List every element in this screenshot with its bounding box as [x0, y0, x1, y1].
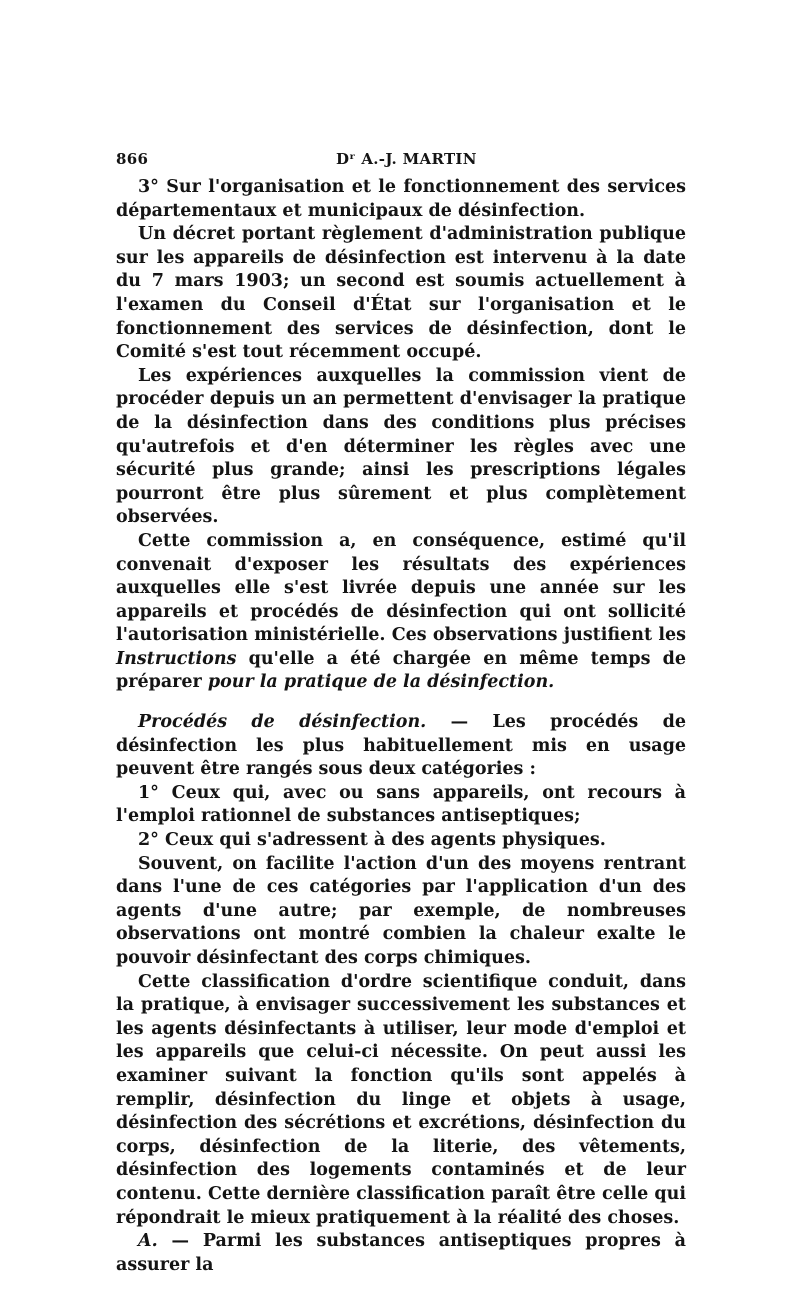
- paragraph-procedes: [116, 711, 686, 782]
- list-item-1: 1° Ceux qui, avec ou sans appareils, ont recours à l'emploi rationnel de substances antiseptiques;: [116, 782, 686, 827]
- instructions-italic: Instructions: [116, 648, 237, 669]
- section-heading-procedes: Procédés de désinfection.: [138, 712, 427, 733]
- paragraph-decree: Un décret portant règlement d'administration publique sur les appareils de désinfection est intervenu à la date du 7 mars 1903; un second est soumis actuellement à l'examen du Conseil d'État sur l'organisation et le fonctionnement des services de désinfection, dont le Comité s'est tout récemment occupé.: [116, 224, 686, 363]
- practice-italic: pour la pratique de la désinfection.: [207, 672, 555, 693]
- paragraph-commission-text: Cette commission a, en conséquence, estimé qu'il convenait d'exposer les résultats des expériences auxquelles elle s'est livrée depuis une année sur les appareils et procédés de désinfection qui ont sollicité l'autorisation ministérielle. Ces observations justifient les: [116, 530, 686, 646]
- page-number: 866: [116, 150, 149, 168]
- paragraph-procedes-text: — Les procédés de désinfection les plus habituellement mis en usage peuvent être rangés sous deux catégories :: [116, 712, 686, 780]
- paragraph-classification: Cette classification d'ordre scientifique conduit, dans la pratique, à envisager successivement les substances et les agents désinfectants à utiliser, leur mode d'emploi et les appareils que celui-ci nécessite. On peut aussi les examiner suivant la fonction qu'ils sont appelés à remplir, désinfection du linge et objets à usage, désinfection des sécrétions et excrétions, désinfection du corps, désinfection de la literie, des vêtements, désinfection des logements contaminés et de leur contenu. Cette dernière classification paraît être celle qui répondrait le mieux pratiquement à la réalité des choses.: [116, 971, 686, 1228]
- paragraph-section-a: [116, 1230, 686, 1277]
- paragraph-item-3: 3° Sur l'organisation et le fonctionnement des services départementaux et municipaux de désinfection.: [116, 177, 686, 221]
- paragraph-commission-mid: qu'elle a été chargée en même temps de préparer: [116, 648, 687, 693]
- paragraph-experiences: Les expériences auxquelles la commission vient de procéder depuis un an permettent d'envisager la pratique de la désinfection dans des conditions plus précises qu'autrefois et d'en déterminer les règles avec une sécurité plus grande; ainsi les prescriptions légales pourront être plus sûrement et plus complètement observées.: [116, 365, 686, 528]
- running-header: [116, 150, 686, 176]
- running-head-author: Dʳ A.-J. MARTIN: [336, 150, 477, 168]
- paragraph-section-a-text: — Parmi les substances antiseptiques propres à assurer la: [116, 1231, 686, 1275]
- body-text: [116, 176, 686, 1277]
- section-letter-a: A.: [138, 1231, 158, 1252]
- paragraph-commission: [116, 530, 686, 695]
- book-page: [116, 150, 686, 1277]
- list-item-2: 2° Ceux qui s'adressent à des agents physiques.: [138, 830, 606, 851]
- paragraph-souvent: Souvent, on facilite l'action d'un des moyens rentrant dans l'une de ces catégories par l'application d'un des agents d'une autre; par exemple, de nombreuses observations ont montré combien la chaleur exalte le pouvoir désinfectant des corps chimiques.: [116, 853, 686, 968]
